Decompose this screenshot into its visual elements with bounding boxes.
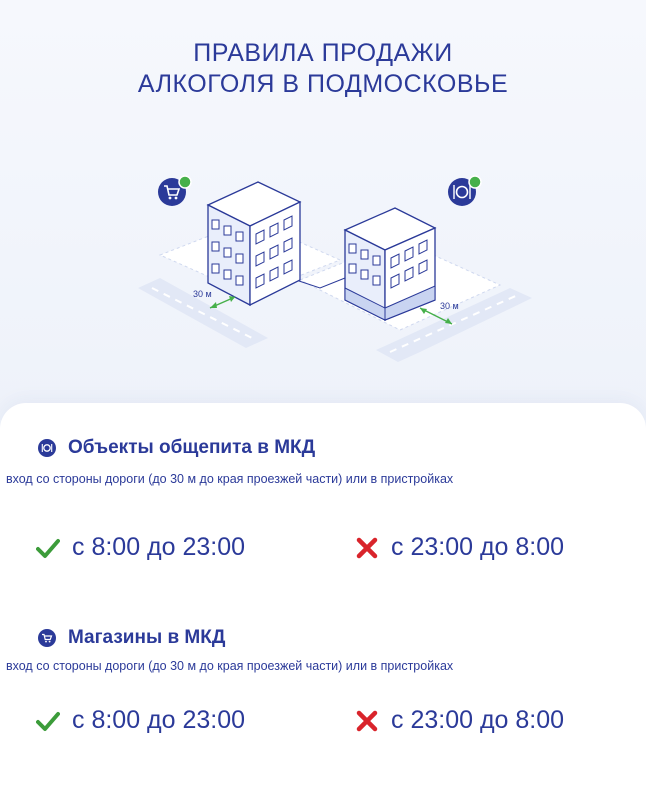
- check-icon: [36, 709, 60, 733]
- rules-card: [0, 403, 646, 800]
- title-line-1: ПРАВИЛА ПРОДАЖИ: [193, 39, 453, 67]
- distance-arrow-left: [210, 296, 235, 308]
- catering-forbidden-text: с 23:00 до 8:00: [391, 533, 565, 561]
- buildings-illustration: [0, 160, 646, 390]
- shops-forbidden-text: с 23:00 до 8:00: [391, 706, 565, 734]
- section-catering-subtitle: вход со стороны дороги (до 30 м до края проезжей части) или в пристройках: [6, 472, 454, 486]
- cafe-badge-icon: [448, 176, 481, 206]
- right-building: [345, 208, 435, 320]
- section-catering-title: [38, 437, 315, 459]
- section-shops-title: [38, 627, 225, 649]
- check-icon: [36, 536, 60, 560]
- catering-allowed-rule: [36, 533, 245, 562]
- cross-icon: [355, 536, 379, 560]
- plate-cutlery-icon: [38, 439, 56, 457]
- catering-allowed-text: с 8:00 до 23:00: [72, 533, 246, 561]
- cross-icon: [355, 709, 379, 733]
- shops-allowed-rule: [36, 706, 245, 735]
- distance-label-right: 30 м: [440, 301, 459, 311]
- section-catering-title-text: Объекты общепита в МКД: [68, 437, 316, 458]
- page-title: [0, 38, 646, 100]
- title-line-2: АЛКОГОЛЯ В ПОДМОСКОВЬЕ: [137, 70, 509, 98]
- shops-allowed-text: с 8:00 до 23:00: [72, 706, 246, 734]
- shopping-cart-icon: [38, 629, 56, 647]
- left-building: [208, 182, 300, 305]
- catering-forbidden-rule: [355, 533, 564, 562]
- section-shops-title-text: Магазины в МКД: [68, 627, 226, 648]
- shop-badge-icon: [158, 176, 191, 206]
- shops-forbidden-rule: [355, 706, 564, 735]
- distance-label-left: 30 м: [193, 289, 212, 299]
- section-shops-subtitle: вход со стороны дороги (до 30 м до края проезжей части) или в пристройках: [6, 659, 454, 673]
